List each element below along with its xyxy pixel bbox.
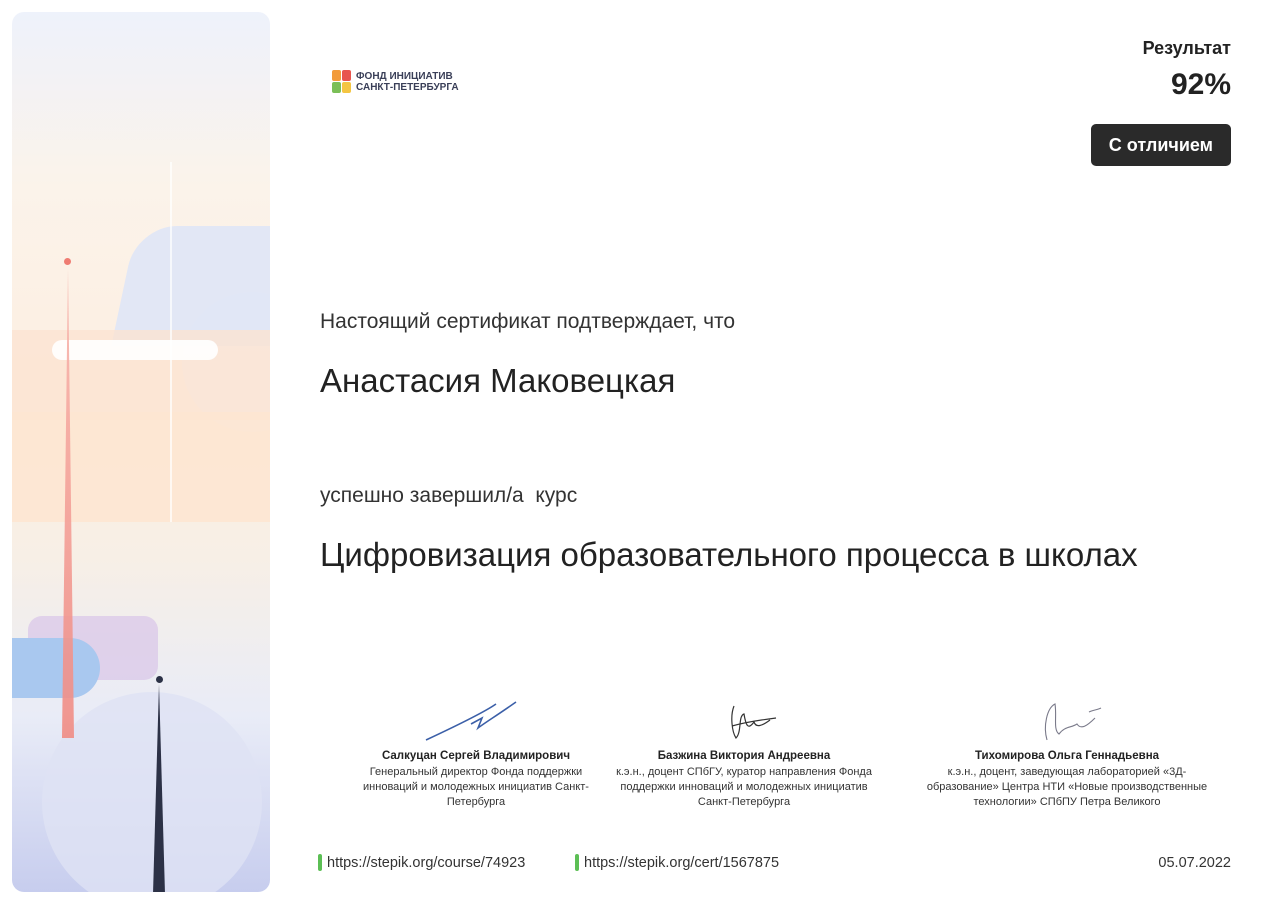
logo-line-2: САНКТ-ПЕТЕРБУРГА — [356, 82, 459, 93]
signature-icon — [416, 696, 536, 746]
signatory-1 — [346, 696, 606, 810]
signatory-name: Базжина Виктория Андреевна — [657, 750, 831, 762]
signatory-name: Салкуцан Сергей Владимирович — [381, 750, 571, 762]
decor-band — [12, 412, 270, 522]
signature-icon — [1007, 696, 1127, 746]
link-marker-icon — [318, 854, 322, 871]
issue-date: 05.07.2022 — [1158, 855, 1231, 871]
decor-shape — [111, 226, 270, 346]
signatory-role: Генеральный директор Фонда поддержки инноваций и молодежных инициатив Санкт-Петербурга — [363, 766, 589, 808]
decor-circle — [42, 692, 262, 892]
honors-badge: С отличием — [1091, 124, 1231, 166]
decor-pill — [52, 340, 218, 360]
cert-link-text[interactable]: https://stepik.org/cert/1567875 — [584, 854, 780, 871]
cert-link[interactable] — [575, 854, 779, 871]
decor-shape — [12, 638, 100, 698]
signatory-role: к.э.н., доцент СПбГУ, куратор направления Фонда поддержки инноваций и молодежных инициатив Санкт-Петербурга — [616, 766, 872, 808]
signatory-3 — [922, 696, 1212, 810]
result-label: Результат — [1142, 38, 1231, 58]
fund-logo-text — [356, 71, 459, 93]
signatory-2 — [614, 696, 874, 810]
decor-line — [170, 162, 172, 522]
signature-icon — [684, 696, 804, 746]
link-marker-icon — [575, 854, 579, 871]
logo-line-1: ФОНД ИНИЦИАТИВ — [356, 71, 453, 82]
result-value: 92% — [1170, 68, 1231, 101]
decorative-panel — [12, 12, 270, 892]
fund-logo-icon — [332, 70, 352, 94]
completed-text: успешно завершил/а курс — [320, 484, 578, 507]
fund-logo — [332, 70, 459, 94]
course-title: Цифровизация образовательного процесса в школах — [320, 536, 1138, 573]
recipient-name: Анастасия Маковецкая — [320, 362, 676, 399]
signatory-role: к.э.н., доцент, заведующая лабораторией «3Д-образование» Центра НТИ «Новые производственные технологии» СПбПУ Петра Великого — [926, 766, 1208, 808]
decor-dot — [156, 676, 163, 683]
course-link[interactable] — [318, 854, 525, 871]
signatory-name: Тихомирова Ольга Геннадьевна — [974, 750, 1160, 762]
confirms-text: Настоящий сертификат подтверждает, что — [320, 310, 736, 333]
course-link-text[interactable]: https://stepik.org/course/74923 — [327, 854, 526, 871]
decor-dot — [64, 258, 71, 265]
